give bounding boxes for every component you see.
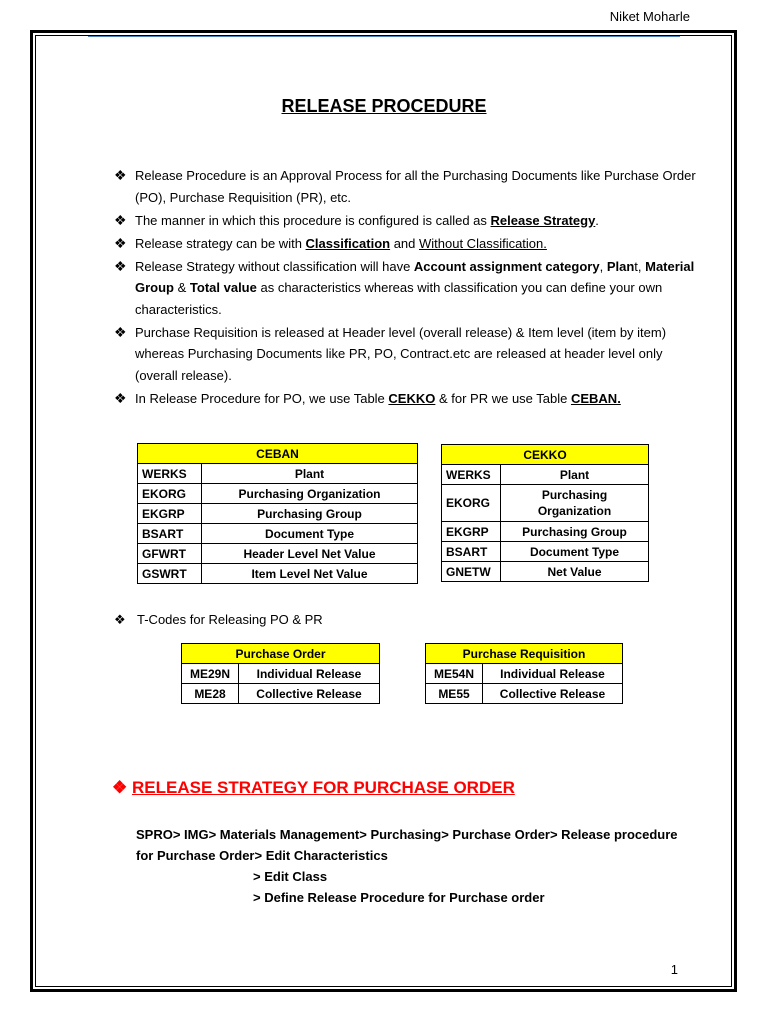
po-tcode-table: [181, 643, 380, 704]
path-line: > Edit Class: [253, 869, 328, 884]
path-line: SPRO> IMG> Materials Management> Purchasing> Purchase Order> Release procedure for Purchase Order> Edit Characteristics: [136, 827, 678, 863]
table-title: CEKKO: [442, 445, 649, 465]
table-row: ME29N Individual Release: [182, 664, 380, 684]
diamond-bullet-icon: ❖: [112, 778, 128, 797]
diamond-bullet-icon: ❖: [114, 389, 127, 406]
list-item: ❖ Release strategy can be with Classification and Without Classification.: [112, 233, 697, 255]
pr-tcode-table: [425, 643, 623, 704]
page-number: 1: [670, 962, 678, 977]
cekko-table: [441, 444, 649, 582]
table-row: GFWRT Header Level Net Value: [138, 544, 418, 564]
path-line: > Define Release Procedure for Purchase order: [253, 890, 545, 905]
tcodes-label: ❖ T-Codes for Releasing PO & PR: [114, 612, 323, 627]
table-row: BSART Document Type: [442, 542, 649, 562]
table-row: EKORG Purchasing Organization: [442, 485, 649, 522]
table-row: ME55 Collective Release: [426, 684, 623, 704]
bullet-list: [112, 165, 697, 411]
table-title: Purchase Requisition: [426, 644, 623, 664]
table-row: WERKS Plant: [442, 465, 649, 485]
table-row: WERKS Plant: [138, 464, 418, 484]
table-title: Purchase Order: [182, 644, 380, 664]
diamond-bullet-icon: ❖: [114, 167, 127, 183]
table-row: BSART Document Type: [138, 524, 418, 544]
list-item: ❖ Release Procedure is an Approval Process for all the Purchasing Documents like Purchase Order (PO), Purchase Requisition (PR), etc.: [114, 167, 696, 205]
list-item: ❖ In Release Procedure for PO, we use Table CEKKO & for PR we use Table CEBAN.: [112, 388, 697, 410]
table-row: GSWRT Item Level Net Value: [138, 564, 418, 584]
table-row: GNETW Net Value: [442, 562, 649, 582]
diamond-bullet-icon: ❖: [114, 323, 127, 340]
table-title: CEBAN: [138, 444, 418, 464]
diamond-bullet-icon: ❖: [114, 211, 127, 228]
section-heading: ❖ RELEASE STRATEGY FOR PURCHASE ORDER: [112, 778, 515, 797]
author-name: Niket Moharle: [609, 9, 690, 24]
page-title: RELEASE PROCEDURE: [281, 96, 487, 116]
table-row: ME54N Individual Release: [426, 664, 623, 684]
table-row: EKGRP Purchasing Group: [442, 522, 649, 542]
list-item: ❖ Release Strategy without classification will have Account assignment category, Plant, Material Group & Total value as characteristics whereas with classification you can define your own characteristics.: [114, 257, 695, 317]
diamond-bullet-icon: ❖: [114, 612, 126, 627]
menu-path: [136, 824, 696, 908]
list-item: ❖ The manner in which this procedure is configured is called as Release Strategy.: [112, 210, 697, 232]
table-row: ME28 Collective Release: [182, 684, 380, 704]
table-row: EKGRP Purchasing Group: [138, 504, 418, 524]
diamond-bullet-icon: ❖: [114, 257, 127, 274]
ceban-table: [137, 443, 418, 584]
diamond-bullet-icon: ❖: [114, 234, 127, 251]
table-row: EKORG Purchasing Organization: [138, 484, 418, 504]
list-item: ❖ Purchase Requisition is released at Header level (overall release) & Item level (item by item) whereas Purchasing Documents like PR, PO, Contract.etc are released at header level only (overall release).: [114, 323, 667, 383]
